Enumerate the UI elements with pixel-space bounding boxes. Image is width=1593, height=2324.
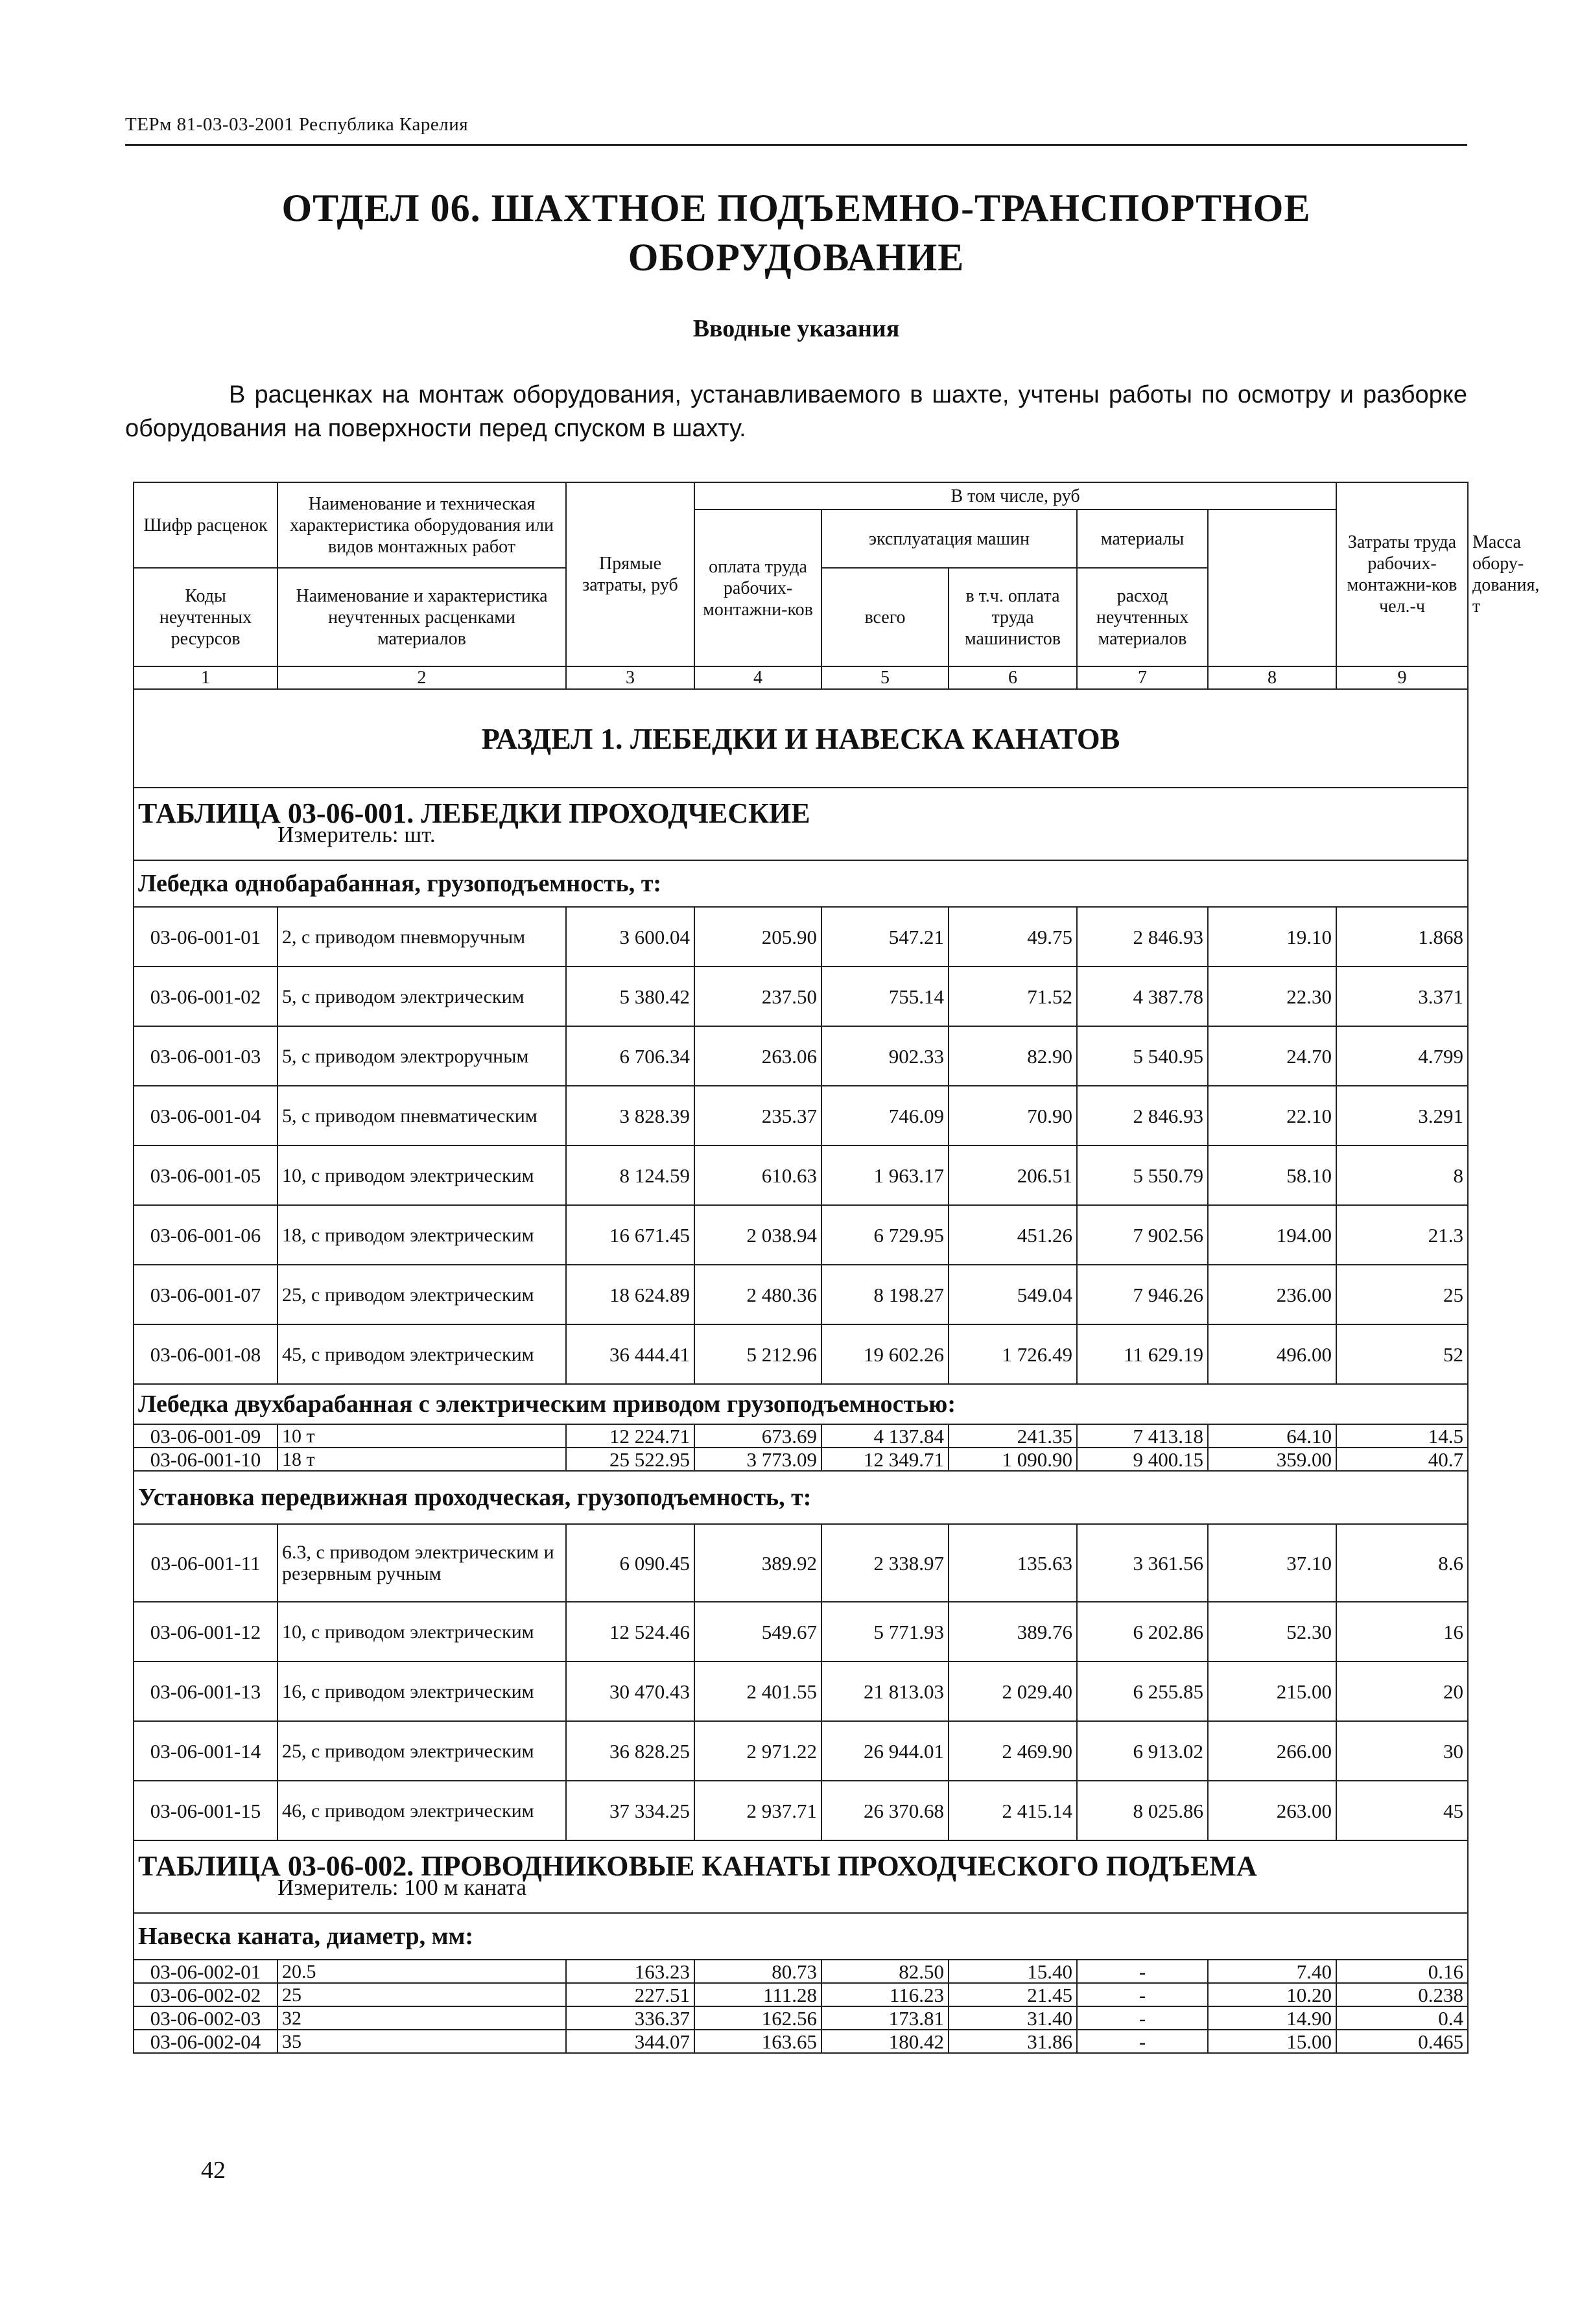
labor-hours: 14.90: [1208, 2006, 1336, 2030]
labor-hours: 7.40: [1208, 1960, 1336, 1983]
item-name: 5, с приводом электроручным: [277, 1026, 566, 1086]
wages: 2 937.71: [694, 1781, 821, 1840]
table-row: [134, 1983, 1468, 2006]
material-consumption: 2 846.93: [1077, 1086, 1208, 1145]
machinist-wages: 1 726.49: [949, 1324, 1077, 1384]
head-labor: Затраты труда рабочих-монтажни-ков чел.-ч: [1336, 482, 1468, 666]
machinist-wages: 70.90: [949, 1086, 1077, 1145]
machines-total: 1 963.17: [821, 1145, 949, 1205]
labor-hours: 22.30: [1208, 967, 1336, 1026]
rate-code: 03-06-001-14: [134, 1721, 277, 1781]
machines-total: 116.23: [821, 1983, 949, 2006]
material-consumption: 4 387.78: [1077, 967, 1208, 1026]
title-line-1: ОТДЕЛ 06. ШАХТНОЕ ПОДЪЕМНО-ТРАНСПОРТНОЕ: [281, 187, 1311, 229]
direct-costs: 8 124.59: [566, 1145, 694, 1205]
material-consumption: -: [1077, 1960, 1208, 1983]
item-name: 5, с приводом электрическим: [277, 967, 566, 1026]
machinist-wages: 31.86: [949, 2030, 1077, 2053]
direct-costs: 36 828.25: [566, 1721, 694, 1781]
material-consumption: 6 255.85: [1077, 1661, 1208, 1721]
table-row: [134, 1721, 1468, 1781]
wages: 610.63: [694, 1145, 821, 1205]
labor-hours: 24.70: [1208, 1026, 1336, 1086]
column-number: 8: [1208, 666, 1336, 689]
rate-code: 03-06-001-12: [134, 1602, 277, 1661]
machinist-wages: 15.40: [949, 1960, 1077, 1983]
item-name: 6.3, с приводом электрическим и резервным ручным: [277, 1524, 566, 1602]
material-consumption: 7 946.26: [1077, 1265, 1208, 1324]
table-row: [134, 1424, 1468, 1448]
labor-hours: 215.00: [1208, 1661, 1336, 1721]
machinist-wages: 1 090.90: [949, 1448, 1077, 1471]
table-row: [134, 1524, 1468, 1602]
machines-total: 180.42: [821, 2030, 949, 2053]
group-heading: Лебедка двухбарабанная с электрическим приводом грузоподъемностью:: [134, 1384, 1468, 1424]
wages: 263.06: [694, 1026, 821, 1086]
labor-hours: 22.10: [1208, 1086, 1336, 1145]
table-row: [134, 2030, 1468, 2053]
section-heading: РАЗДЕЛ 1. ЛЕБЕДКИ И НАВЕСКА КАНАТОВ: [134, 689, 1468, 788]
wages: 80.73: [694, 1960, 821, 1983]
machinist-wages: 135.63: [949, 1524, 1077, 1602]
wages: 205.90: [694, 907, 821, 967]
machines-total: 755.14: [821, 967, 949, 1026]
table-2-heading: [134, 1840, 1468, 1913]
rate-code: 03-06-002-02: [134, 1983, 277, 2006]
head-resource-codes: Коды неучтенных ресурсов: [134, 568, 277, 666]
material-consumption: 7 902.56: [1077, 1205, 1208, 1265]
item-name: 46, с приводом электрическим: [277, 1781, 566, 1840]
equipment-mass: 0.16: [1336, 1960, 1468, 1983]
wages: 2 038.94: [694, 1205, 821, 1265]
machinist-wages: 451.26: [949, 1205, 1077, 1265]
head-materials-name: Наименование и характеристика неучтенных расценками материалов: [277, 568, 566, 666]
labor-hours: 37.10: [1208, 1524, 1336, 1602]
equipment-mass: 21.3: [1336, 1205, 1468, 1265]
table-row: [134, 1265, 1468, 1324]
direct-costs: 12 524.46: [566, 1602, 694, 1661]
page-title: [125, 183, 1467, 282]
wages: 3 773.09: [694, 1448, 821, 1471]
group-heading: Лебедка однобарабанная, грузоподъемность, т:: [134, 860, 1468, 907]
equipment-mass: 45: [1336, 1781, 1468, 1840]
labor-hours: 58.10: [1208, 1145, 1336, 1205]
material-consumption: 8 025.86: [1077, 1781, 1208, 1840]
machines-total: 902.33: [821, 1026, 949, 1086]
rate-code: 03-06-001-10: [134, 1448, 277, 1471]
rate-code: 03-06-002-01: [134, 1960, 277, 1983]
item-name: 10 т: [277, 1424, 566, 1448]
wages: 235.37: [694, 1086, 821, 1145]
labor-hours: 194.00: [1208, 1205, 1336, 1265]
wages: 237.50: [694, 967, 821, 1026]
item-name: 45, с приводом электрическим: [277, 1324, 566, 1384]
equipment-mass: 25: [1336, 1265, 1468, 1324]
table-row: [134, 1026, 1468, 1086]
table-row: [134, 967, 1468, 1026]
direct-costs: 3 600.04: [566, 907, 694, 967]
machines-total: 4 137.84: [821, 1424, 949, 1448]
table-1-heading: [134, 788, 1468, 860]
item-name: 16, с приводом электрическим: [277, 1661, 566, 1721]
head-machines: эксплуатация машин: [821, 510, 1077, 568]
direct-costs: 37 334.25: [566, 1781, 694, 1840]
head-materials: материалы: [1077, 510, 1208, 568]
labor-hours: 19.10: [1208, 907, 1336, 967]
head-name: Наименование и техническая характеристика оборудования или видов монтажных работ: [277, 482, 566, 568]
rate-code: 03-06-001-01: [134, 907, 277, 967]
direct-costs: 12 224.71: [566, 1424, 694, 1448]
item-name: 10, с приводом электрическим: [277, 1602, 566, 1661]
wages: 673.69: [694, 1424, 821, 1448]
item-name: 25, с приводом электрическим: [277, 1265, 566, 1324]
rate-code: 03-06-001-07: [134, 1265, 277, 1324]
machinist-wages: 2 469.90: [949, 1721, 1077, 1781]
wages: 163.65: [694, 2030, 821, 2053]
table-row: [134, 1205, 1468, 1265]
material-consumption: 9 400.15: [1077, 1448, 1208, 1471]
head-including: В том числе, руб: [694, 482, 1336, 510]
rate-code: 03-06-001-15: [134, 1781, 277, 1840]
machines-total: 8 198.27: [821, 1265, 949, 1324]
machinist-wages: 2 415.14: [949, 1781, 1077, 1840]
item-name: 25, с приводом электрическим: [277, 1721, 566, 1781]
material-consumption: 6 913.02: [1077, 1721, 1208, 1781]
table-row: [134, 1960, 1468, 1983]
machinist-wages: 241.35: [949, 1424, 1077, 1448]
direct-costs: 18 624.89: [566, 1265, 694, 1324]
machines-total: 2 338.97: [821, 1524, 949, 1602]
item-name: 10, с приводом электрическим: [277, 1145, 566, 1205]
machines-total: 6 729.95: [821, 1205, 949, 1265]
rate-code: 03-06-001-03: [134, 1026, 277, 1086]
column-number: 9: [1336, 666, 1468, 689]
direct-costs: 336.37: [566, 2006, 694, 2030]
direct-costs: 6 090.45: [566, 1524, 694, 1602]
labor-hours: 15.00: [1208, 2030, 1336, 2053]
wages: 2 971.22: [694, 1721, 821, 1781]
rate-code: 03-06-002-04: [134, 2030, 277, 2053]
item-name: 18, с приводом электрическим: [277, 1205, 566, 1265]
labor-hours: 266.00: [1208, 1721, 1336, 1781]
material-consumption: -: [1077, 2030, 1208, 2053]
head-code: Шифр расценок: [134, 482, 277, 568]
item-name: 2, с приводом пневморучным: [277, 907, 566, 967]
labor-hours: 359.00: [1208, 1448, 1336, 1471]
table-1-measure: Измеритель: шт.: [277, 822, 436, 847]
direct-costs: 6 706.34: [566, 1026, 694, 1086]
material-consumption: 3 361.56: [1077, 1524, 1208, 1602]
equipment-mass: 14.5: [1336, 1424, 1468, 1448]
machines-total: 547.21: [821, 907, 949, 967]
rate-code: 03-06-001-04: [134, 1086, 277, 1145]
header-rule: [125, 144, 1467, 146]
labor-hours: 236.00: [1208, 1265, 1336, 1324]
column-number: 4: [694, 666, 821, 689]
item-name: 32: [277, 2006, 566, 2030]
item-name: 18 т: [277, 1448, 566, 1471]
item-name: 5, с приводом пневматическим: [277, 1086, 566, 1145]
machinist-wages: 21.45: [949, 1983, 1077, 2006]
equipment-mass: 52: [1336, 1324, 1468, 1384]
machines-total: 19 602.26: [821, 1324, 949, 1384]
head-wages: оплата труда рабочих-монтажни-ков: [694, 510, 821, 666]
table-2-measure: Измеритель: 100 м каната: [277, 1875, 527, 1900]
rate-code: 03-06-001-06: [134, 1205, 277, 1265]
rate-code: 03-06-002-03: [134, 2006, 277, 2030]
group-heading: Установка передвижная проходческая, грузоподъемность, т:: [134, 1471, 1468, 1524]
item-name: 35: [277, 2030, 566, 2053]
equipment-mass: 8.6: [1336, 1524, 1468, 1602]
rate-code: 03-06-001-13: [134, 1661, 277, 1721]
equipment-mass: 8: [1336, 1145, 1468, 1205]
equipment-mass: 0.465: [1336, 2030, 1468, 2053]
equipment-mass: 3.291: [1336, 1086, 1468, 1145]
table-row: [134, 2006, 1468, 2030]
labor-hours: 64.10: [1208, 1424, 1336, 1448]
equipment-mass: 40.7: [1336, 1448, 1468, 1471]
item-name: 25: [277, 1983, 566, 2006]
wages: 111.28: [694, 1983, 821, 2006]
material-consumption: 2 846.93: [1077, 907, 1208, 967]
equipment-mass: 1.868: [1336, 907, 1468, 967]
wages: 2 480.36: [694, 1265, 821, 1324]
material-consumption: 6 202.86: [1077, 1602, 1208, 1661]
machines-total: 746.09: [821, 1086, 949, 1145]
column-number: 5: [821, 666, 949, 689]
direct-costs: 30 470.43: [566, 1661, 694, 1721]
rate-code: 03-06-001-02: [134, 967, 277, 1026]
direct-costs: 25 522.95: [566, 1448, 694, 1471]
direct-costs: 163.23: [566, 1960, 694, 1983]
direct-costs: 5 380.42: [566, 967, 694, 1026]
machinist-wages: 82.90: [949, 1026, 1077, 1086]
rate-code: 03-06-001-05: [134, 1145, 277, 1205]
head-material-consumption: расход неучтенных материалов: [1077, 568, 1208, 666]
table-row: [134, 1324, 1468, 1384]
equipment-mass: 4.799: [1336, 1026, 1468, 1086]
table-2-title: ТАБЛИЦА 03-06-002. ПРОВОДНИКОВЫЕ КАНАТЫ ПРОХОДЧЕСКОГО ПОДЪЕМА: [138, 1850, 1257, 1882]
equipment-mass: 0.238: [1336, 1983, 1468, 2006]
machines-total: 12 349.71: [821, 1448, 949, 1471]
intro-paragraph: В расценках на монтаж оборудования, устанавливаемого в шахте, учтены работы по осмотру и разборке оборудования на поверхности перед спуском в шахту.: [125, 381, 1467, 442]
column-number: 7: [1077, 666, 1208, 689]
table-1-title: ТАБЛИЦА 03-06-001. ЛЕБЕДКИ ПРОХОДЧЕСКИЕ: [138, 797, 810, 829]
machinist-wages: 206.51: [949, 1145, 1077, 1205]
machines-total: 26 370.68: [821, 1781, 949, 1840]
direct-costs: 344.07: [566, 2030, 694, 2053]
material-consumption: -: [1077, 2006, 1208, 2030]
machines-total: 21 813.03: [821, 1661, 949, 1721]
rate-code: 03-06-001-09: [134, 1424, 277, 1448]
direct-costs: 227.51: [566, 1983, 694, 2006]
equipment-mass: 3.371: [1336, 967, 1468, 1026]
head-machinist-wages: в т.ч. оплата труда машинистов: [949, 568, 1077, 666]
page-number: 42: [201, 2157, 226, 2184]
rate-code: 03-06-001-08: [134, 1324, 277, 1384]
machinist-wages: 2 029.40: [949, 1661, 1077, 1721]
direct-costs: 16 671.45: [566, 1205, 694, 1265]
machinist-wages: 31.40: [949, 2006, 1077, 2030]
column-number: 1: [134, 666, 277, 689]
table-row: [134, 1602, 1468, 1661]
group-heading: Навеска каната, диаметр, мм:: [134, 1913, 1468, 1960]
equipment-mass: 16: [1336, 1602, 1468, 1661]
machinist-wages: 71.52: [949, 967, 1077, 1026]
labor-hours: 263.00: [1208, 1781, 1336, 1840]
rates-table: Шифр расценок Наименование и техническая характеристика оборудования или видов монтажных работ Прямые затраты, руб В том числе, руб Затраты труда рабочих-монтажни-ков чел.-ч Масса обору-дования, т оплата труда рабочих-монтажни-ков эксплуатация машин материалы Коды неучтенных ресурсов Наименование и характеристика неучтенных расценками материалов всего в т.ч. оплата труда машинистов расход неучтенных материалов 1 2 3 4 5 6 7 8 9 РАЗДЕЛ 1. ЛЕБЕДКИ И НАВЕСКА КАНАТОВ ТАБЛИЦА 03-06-001. ЛЕБЕДКИ ПРОХОДЧЕСКИЕ Измеритель: шт. Лебедка однобарабанная, грузоподъемность, т: 03-06-001-01 2, с приводом пневморучным 3 600.04 205.90 547.21 49.75 2 846.93 19.10 1.868 03-06-001-02 5, с приводом электрическим 5 380.42 237.50 755.14 71.52 4 387.78 22.30 3.371 03-06-001-03 5, с приводом электроручным 6 706.34 263.06 902.33 82.90 5 540.95 24.70 4.799 03-06-001-04 5, с приводом пневматическим 3 828.39 235.37 746.09 70.90 2 846.93 22.10 3.291 03-06-001-05 10, с приводом электрическим 8 124.59 610.63 1 963.17 206.51 5 550.79 58.10 8 03-06-001-06 18, с приводом электрическим 16 671.45 2 038.94 6 729.95 451.26 7 902.56 194.00 21.3 03-06-001-07 25, с приводом электрическим 18 624.89 2 480.36 8 198.27 549.04 7 946.26 236.00 25 03-06-001-08 45, с приводом электрическим 36 444.41 5 212.96 19 602.26 1 726.49 11 629.19 496.00 52 Лебедка двухбарабанная с электрическим приводом грузоподъемностью: 03-06-001-09 10 т 12 224.71 673.69 4 137.84 241.35 7 413.18 64.10 14.5 03-06-001-10 18 т 25 522.95 3 773.09 12 349.71 1 090.90 9 400.15 359.00 40.7 Установка передвижная проходческая, грузоподъемность, т: 03-06-001-11 6.3, с приводом электрическим и резервным ручным 6 090.45 389.92 2 338.97 135.63 3 361.56 37.10 8.6 03-06-001-12 10, с приводом электрическим 12 524.46 549.67 5 771.93 389.76 6 202.86 52.30 16 03-06-001-13 16, с приводом электрическим 30 470.43 2 401.55 21 813.03 2 029.40 6 255.85 215.00 20 03-06-001-14 25, с приводом электрическим 36 828.25 2 971.22 26 944.01 2 469.90 6 913.02 266.00 30 03-06-001-15 46, с приводом электрическим 37 334.25 2 937.71 26 370.68 2 415.14 8 025.86 263.00 45 ТАБЛИЦА 03-06-002. ПРОВОДНИКОВЫЕ КАНАТЫ ПРОХОДЧЕСКОГО ПОДЪЕМА Измеритель: 100 м каната Навеска каната, диаметр, мм: 03-06-002-01 20.5 163.23 80.73 82.50 15.40 - 7.40 0.16 03-06-002-02 25 227.51 111.28 116.23 21.45 - 10.20 0.238 03-06-002-03 32 336.37 162.56 173.81 31.40 - 14.90 0.4 03-06-002-04 35 344.07 163.65 180.42 31.86 - 15.00 0.465: [133, 482, 1469, 2054]
machines-total: 82.50: [821, 1960, 949, 1983]
column-number: 2: [277, 666, 566, 689]
labor-hours: 52.30: [1208, 1602, 1336, 1661]
table-row: [134, 1448, 1468, 1471]
material-consumption: 5 540.95: [1077, 1026, 1208, 1086]
wages: 549.67: [694, 1602, 821, 1661]
machinist-wages: 49.75: [949, 907, 1077, 967]
column-number: 6: [949, 666, 1077, 689]
machines-total: 5 771.93: [821, 1602, 949, 1661]
column-number: 3: [566, 666, 694, 689]
wages: 2 401.55: [694, 1661, 821, 1721]
direct-costs: 3 828.39: [566, 1086, 694, 1145]
table-row: [134, 1661, 1468, 1721]
labor-hours: 10.20: [1208, 1983, 1336, 2006]
document-header: ТЕРм 81-03-03-2001 Республика Карелия: [125, 114, 469, 135]
machinist-wages: 389.76: [949, 1602, 1077, 1661]
wages: 5 212.96: [694, 1324, 821, 1384]
equipment-mass: 30: [1336, 1721, 1468, 1781]
wages: 389.92: [694, 1524, 821, 1602]
table-row: [134, 1145, 1468, 1205]
head-machines-total: всего: [821, 568, 949, 666]
head-direct-costs: Прямые затраты, руб: [566, 482, 694, 666]
wages: 162.56: [694, 2006, 821, 2030]
equipment-mass: 20: [1336, 1661, 1468, 1721]
direct-costs: 36 444.41: [566, 1324, 694, 1384]
rate-code: 03-06-001-11: [134, 1524, 277, 1602]
machinist-wages: 549.04: [949, 1265, 1077, 1324]
material-consumption: 11 629.19: [1077, 1324, 1208, 1384]
equipment-mass: 0.4: [1336, 2006, 1468, 2030]
material-consumption: 5 550.79: [1077, 1145, 1208, 1205]
subtitle: Вводные указания: [692, 315, 900, 342]
title-line-2: ОБОРУДОВАНИЕ: [628, 236, 965, 279]
labor-hours: 496.00: [1208, 1324, 1336, 1384]
material-consumption: 7 413.18: [1077, 1424, 1208, 1448]
material-consumption: -: [1077, 1983, 1208, 2006]
table-row: [134, 1781, 1468, 1840]
item-name: 20.5: [277, 1960, 566, 1983]
machines-total: 26 944.01: [821, 1721, 949, 1781]
column-numbers-row: [134, 666, 1468, 689]
table-row: [134, 1086, 1468, 1145]
machines-total: 173.81: [821, 2006, 949, 2030]
table-row: [134, 907, 1468, 967]
